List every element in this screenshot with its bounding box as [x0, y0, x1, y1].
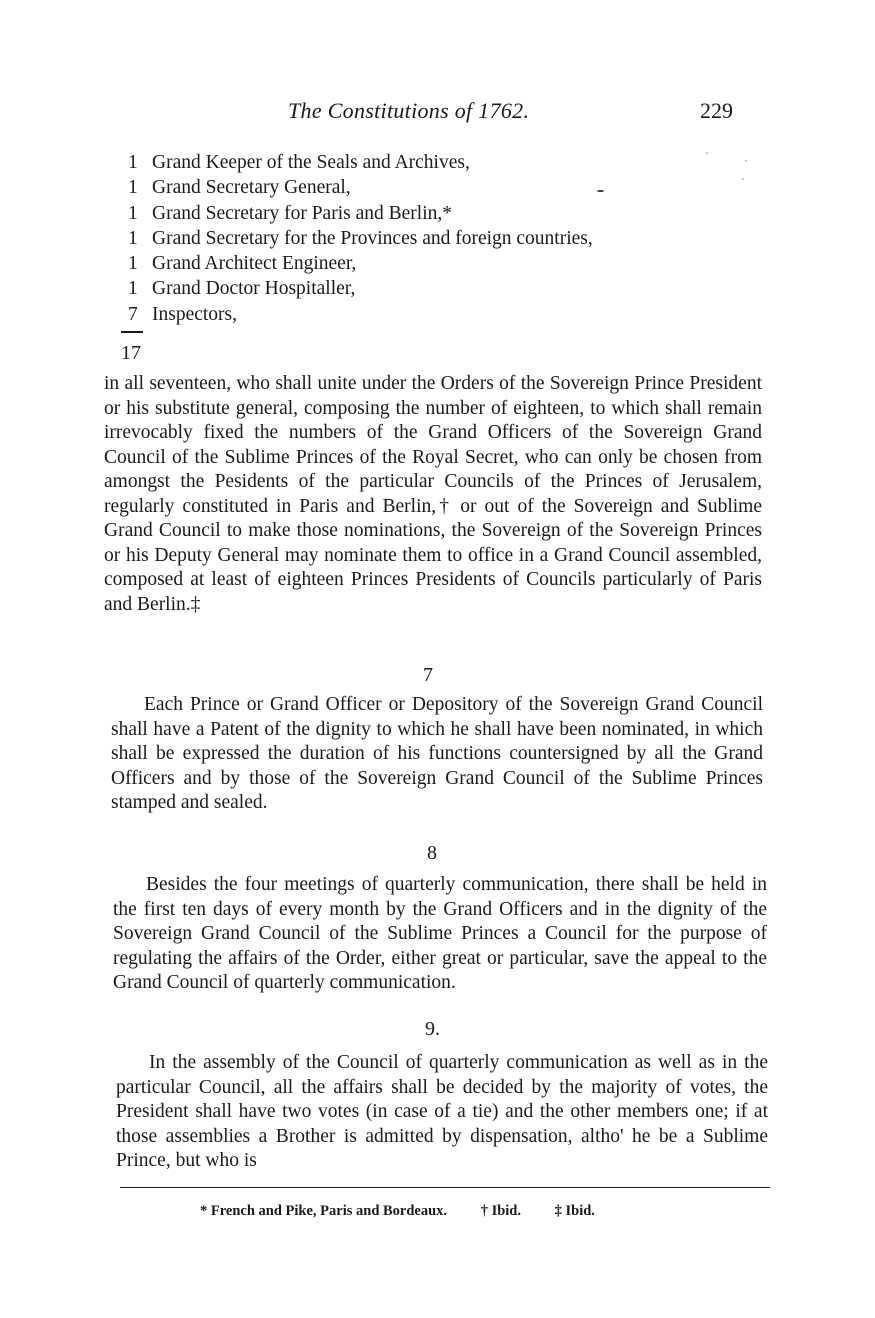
footnote-3: ‡ Ibid.: [554, 1203, 595, 1219]
footnote-1: * French and Pike, Paris and Bordeaux.: [200, 1203, 448, 1219]
section-7-text: Each Prince or Grand Officer or Depository of the Sovereign Grand Council shall have a Patent of the dignity to which he shall have been nominated, in which shall be expressed the duration of his functions countersigned by all the Grand Officers and by those of the Sovereign Grand Council of the Sublime Princes stamped and sealed.: [111, 694, 763, 813]
officer-total: 17: [121, 342, 141, 364]
officer-title: Inspectors,: [152, 303, 238, 325]
footnote-rule: [120, 1187, 770, 1188]
officer-title: Grand Secretary for the Provinces and foreign countries,: [152, 227, 593, 249]
officer-count: 1: [128, 278, 138, 300]
officer-list: [128, 150, 593, 327]
officer-title: Grand Secretary for Paris and Berlin,*: [152, 202, 452, 224]
sum-rule: [121, 331, 143, 333]
officer-row: [128, 302, 593, 327]
section-9-text: In the assembly of the Council of quarterly communication as well as in the particular Council, all the affairs shall be decided by the majority of votes, the President shall have two votes (in case of a tie) and the other members one; if at those assemblies a Brother is admitted by dispensation, altho' he be a Sublime Prince, but who is: [116, 1052, 768, 1171]
officer-row: [128, 276, 593, 301]
officer-row: [128, 226, 593, 251]
section-number-7: 7: [423, 664, 433, 686]
officer-row: [128, 175, 593, 200]
running-head: [0, 98, 875, 128]
section-number-9: 9.: [425, 1018, 440, 1040]
page-number: 229: [700, 98, 733, 123]
officer-title: Grand Architect Engineer,: [152, 253, 357, 275]
section-number-8: 8: [427, 842, 437, 864]
officer-title: Grand Doctor Hospitaller,: [152, 278, 356, 300]
officer-row: [128, 201, 593, 226]
paragraph-seventeen: in all seventeen, who shall unite under the Orders of the Sovereign Prince President or his substitute general, composing the number of eighteen, to which shall remain irrevocably fixed the numbers of the Grand Officers of the Sovereign Grand Council of the Sublime Princes of the Royal Secret, who can only be chosen from amongst the Pesidents of the particular Councils of the Princes of Jerusalem, regularly constituted in Paris and Berlin,† or out of the Sovereign and Sublime Grand Council to make those nominations, the Sovereign of the Sovereign Princes or his Deputy General may nominate them to office in a Grand Council assembled, composed at least of eighteen Princes Presidents of Councils particularly of Paris and Berlin.‡: [104, 373, 762, 615]
print-speck: [745, 160, 747, 162]
officer-count: 1: [128, 227, 138, 249]
officer-row: [128, 150, 593, 175]
footnotes: [200, 1203, 625, 1220]
officer-count: 1: [128, 253, 138, 275]
print-speck: [742, 178, 744, 180]
officer-title: Grand Secretary General,: [152, 177, 351, 199]
running-title: The Constitutions of 1762.: [288, 98, 530, 123]
footnote-2: † Ibid.: [480, 1203, 521, 1219]
print-speck: [706, 152, 708, 154]
print-speck: [597, 190, 604, 192]
officer-count: 1: [128, 177, 138, 199]
officer-count: 7: [128, 303, 138, 325]
officer-count: 1: [128, 152, 138, 173]
officer-row: [128, 251, 593, 276]
officer-count: 1: [128, 202, 138, 224]
section-8-text: Besides the four meetings of quarterly communication, there shall be held in the first ten days of every month by the Grand Officers and in the dignity of the Sovereign Grand Council of the Sublime Princes a Council for the purpose of regulating the affairs of the Order, either great or particular, save the appeal to the Grand Council of quarterly communication.: [113, 874, 767, 993]
officer-title: Grand Keeper of the Seals and Archives,: [152, 152, 470, 173]
